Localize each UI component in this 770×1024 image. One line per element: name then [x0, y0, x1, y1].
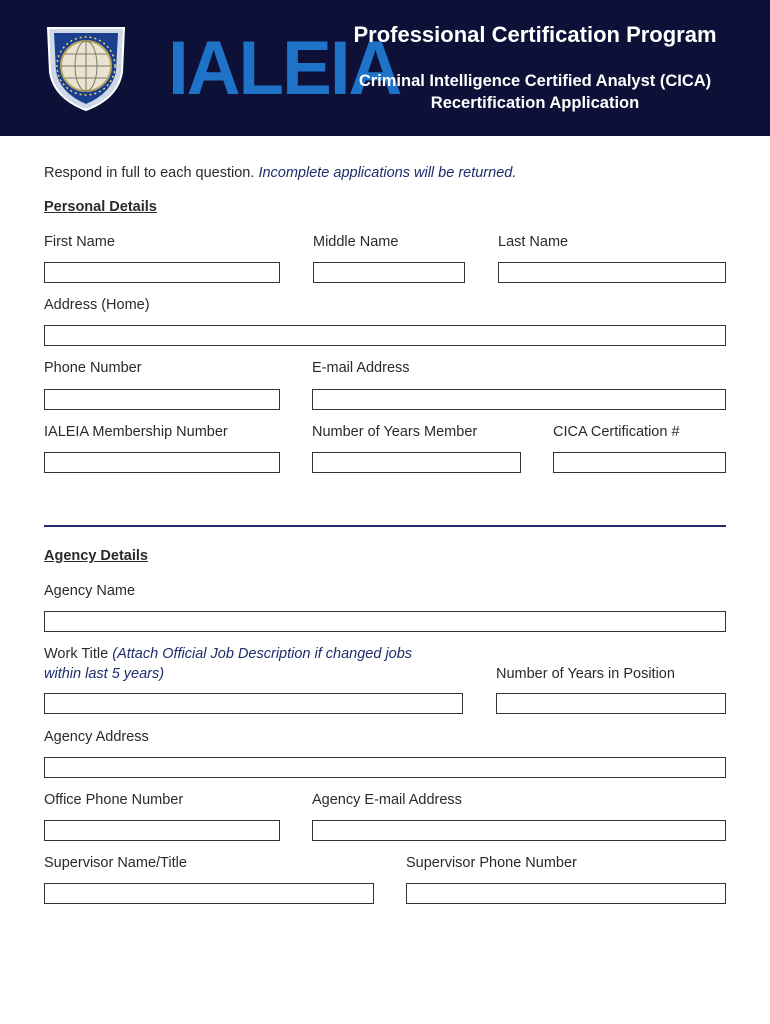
instructions-emphasis: Incomplete applications will be returned. [258, 165, 517, 181]
work-title-note-2: within last 5 years) [44, 666, 165, 682]
supervisor-phone-label: Supervisor Phone Number [406, 855, 577, 871]
shield-globe-icon [42, 22, 130, 112]
page-subtitle: Criminal Intelligence Certified Analyst (CICA) [358, 72, 712, 90]
instructions [44, 165, 516, 181]
ialeia-logo [42, 22, 401, 112]
work-title-text: Work Title [44, 646, 109, 662]
office-phone-field[interactable] [44, 820, 280, 841]
agency-name-field[interactable] [44, 611, 726, 632]
first-name-label: First Name [44, 234, 115, 250]
middle-name-label: Middle Name [313, 234, 399, 250]
agency-name-label: Agency Name [44, 583, 136, 599]
email-field[interactable] [312, 389, 726, 410]
logo-wordmark: IALEIA [168, 26, 401, 111]
membership-number-field[interactable] [44, 452, 280, 473]
page-subtitle-2: Recertification Application [430, 94, 640, 112]
years-in-position-label: Number of Years in Position [496, 666, 675, 682]
work-title-note: (Attach Official Job Description if changed jobs [112, 646, 413, 662]
instructions-plain: Respond in full to each question. [44, 165, 255, 181]
address-label: Address (Home) [44, 297, 150, 313]
cica-number-field[interactable] [553, 452, 726, 473]
agency-email-field[interactable] [312, 820, 726, 841]
phone-label: Phone Number [44, 360, 142, 376]
last-name-label: Last Name [498, 234, 569, 250]
personal-details-heading: Personal Details [44, 199, 157, 215]
page-title: Professional Certification Program [353, 22, 717, 47]
agency-details-heading: Agency Details [44, 548, 148, 564]
address-field[interactable] [44, 325, 726, 346]
agency-email-label: Agency E-mail Address [312, 792, 462, 808]
header-banner [0, 0, 770, 136]
supervisor-phone-field[interactable] [406, 883, 726, 904]
years-in-position-field[interactable] [496, 693, 726, 714]
supervisor-name-label: Supervisor Name/Title [44, 855, 187, 871]
years-member-label: Number of Years Member [312, 424, 478, 440]
cica-number-label: CICA Certification # [553, 424, 680, 440]
first-name-field[interactable] [44, 262, 280, 283]
phone-field[interactable] [44, 389, 280, 410]
work-title-field[interactable] [44, 693, 463, 714]
middle-name-field[interactable] [313, 262, 465, 283]
years-member-field[interactable] [312, 452, 521, 473]
agency-address-label: Agency Address [44, 729, 149, 745]
supervisor-name-field[interactable] [44, 883, 374, 904]
email-label: E-mail Address [312, 360, 410, 376]
membership-number-label: IALEIA Membership Number [44, 424, 228, 440]
agency-address-field[interactable] [44, 757, 726, 778]
work-title-label [44, 646, 412, 662]
section-divider [44, 525, 726, 527]
office-phone-label: Office Phone Number [44, 792, 184, 808]
last-name-field[interactable] [498, 262, 726, 283]
